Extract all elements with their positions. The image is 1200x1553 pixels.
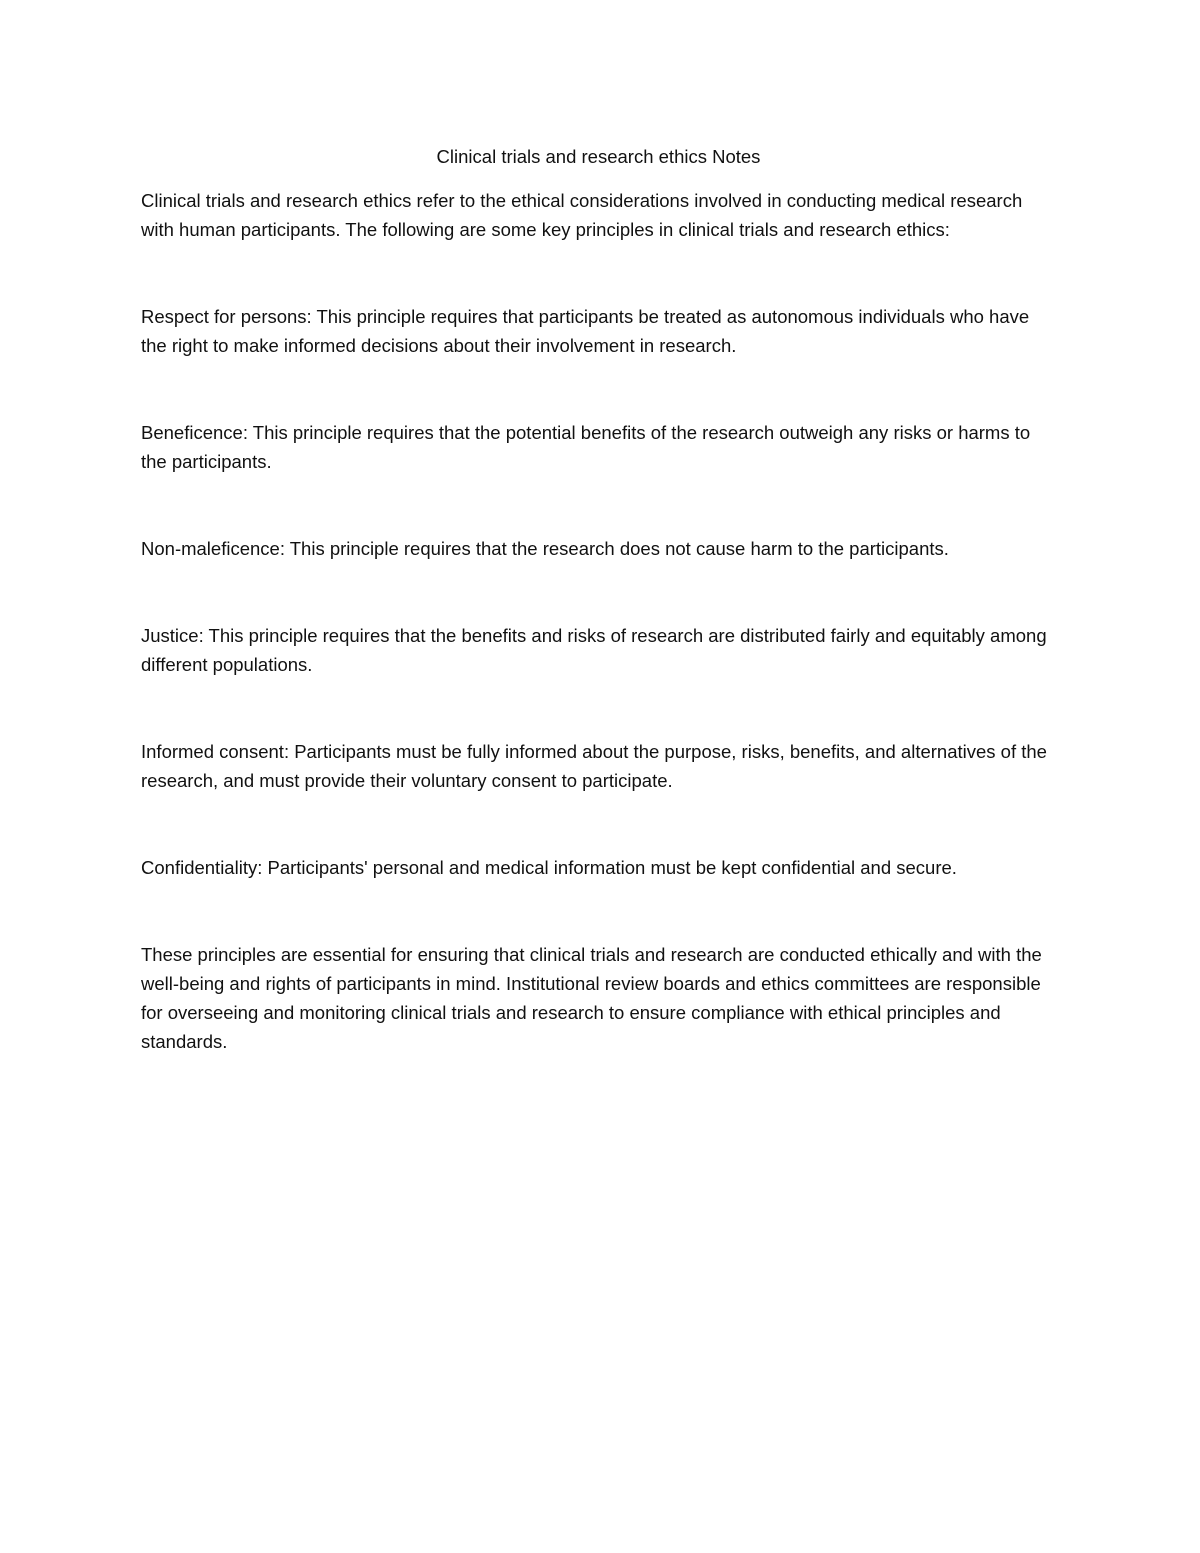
principle-respect-for-persons: Respect for persons: This principle requires that participants be treated as autonomous individuals who have the right to make informed decisions about their involvement in research.	[141, 306, 1030, 356]
paragraph-spacer	[141, 563, 1056, 621]
paragraph-spacer	[141, 679, 1056, 737]
paragraph-spacer	[141, 360, 1056, 418]
principle-informed-consent: Informed consent: Participants must be fully informed about the purpose, risks, benefits, and alternatives of the research, and must provide their voluntary consent to participate.	[141, 741, 1047, 791]
document-body	[141, 142, 1056, 1056]
conclusion-paragraph: These principles are essential for ensuring that clinical trials and research are conducted ethically and with the well-being and rights of participants in mind. Institutional review boards and ethics committees are responsible for overseeing and monitoring clinical trials and research to ensure compliance with ethical principles and standards.	[141, 944, 1042, 1052]
principle-beneficence: Beneficence: This principle requires that the potential benefits of the research outweigh any risks or harms to the participants.	[141, 422, 1031, 472]
paragraph-spacer	[141, 882, 1056, 940]
paragraph-spacer	[141, 476, 1056, 534]
principle-justice: Justice: This principle requires that the benefits and risks of research are distributed fairly and equitably among different populations.	[141, 625, 1047, 675]
page-title: Clinical trials and research ethics Notes	[436, 146, 761, 167]
principle-non-maleficence: Non-maleficence: This principle requires that the research does not cause harm to the participants.	[141, 538, 949, 559]
principle-confidentiality: Confidentiality: Participants' personal and medical information must be kept confidential and secure.	[141, 857, 957, 878]
paragraph-spacer	[141, 244, 1056, 302]
paragraph-spacer	[141, 795, 1056, 853]
intro-paragraph: Clinical trials and research ethics refer to the ethical considerations involved in conducting medical research with human participants. The following are some key principles in clinical trials and research ethics:	[141, 190, 1023, 240]
